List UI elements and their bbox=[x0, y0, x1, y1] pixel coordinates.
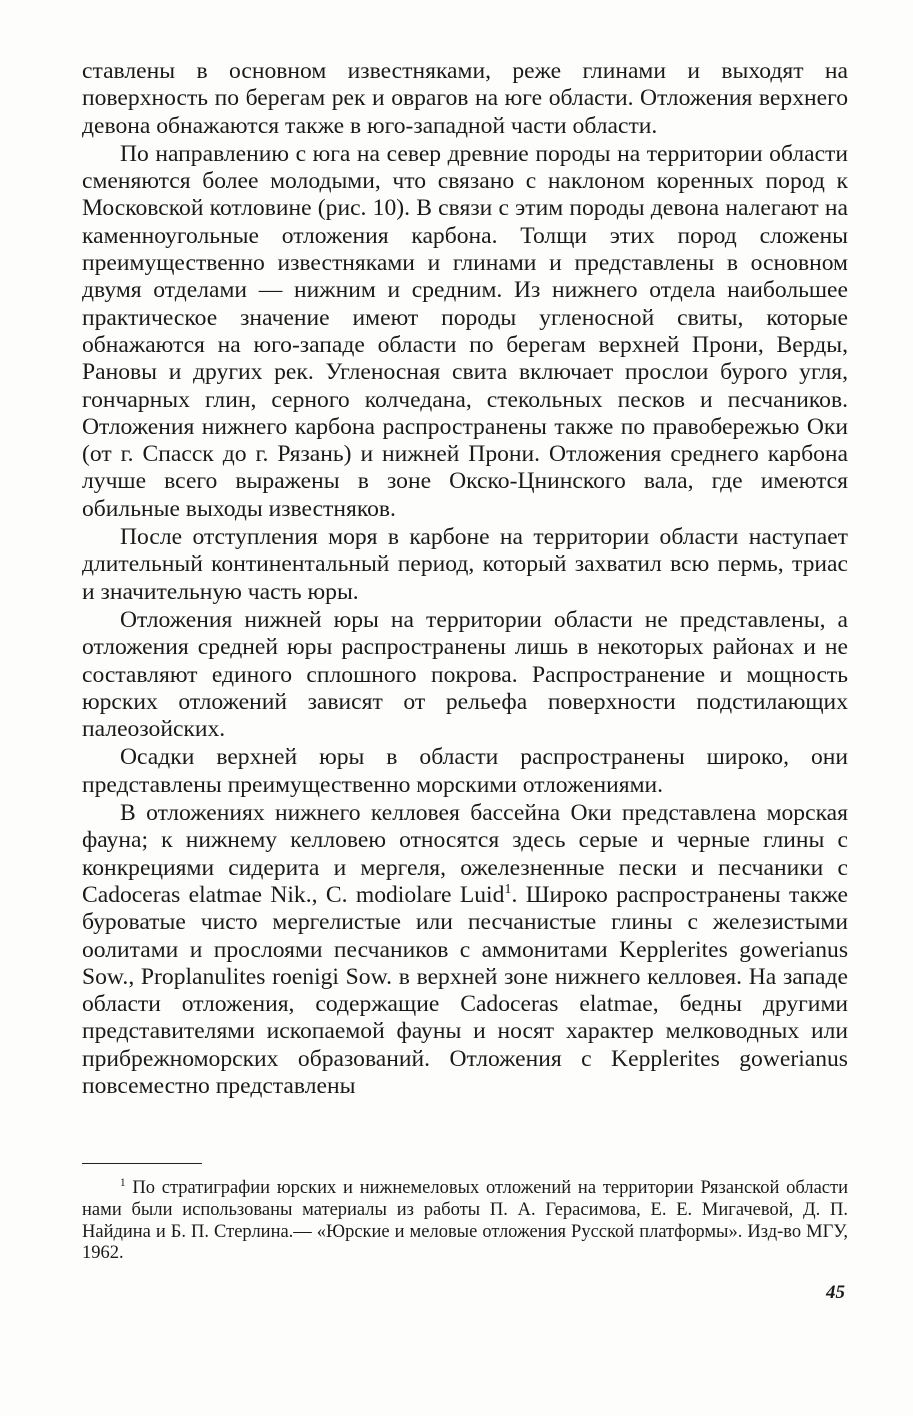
paragraph-6-part-1: В отложениях нижнего келловея бассейна Оки представлена морская фауна; к нижнему келловею относятся здесь серые и черные глины с конкрециями сидерита и мергеля, ожелезненные пески и песчаники с Cadoceras elatmae Nik., C. modiolare Luid bbox=[82, 800, 848, 908]
paragraph-3: После отступления моря в карбоне на территории области наступает длительный континентальный период, который захватил всю пермь, триас и значительную часть юры. bbox=[82, 524, 848, 605]
paragraph-6 bbox=[82, 800, 848, 1100]
footnote-reference: 1 bbox=[504, 881, 512, 898]
page-number: 45 bbox=[826, 1282, 845, 1303]
paragraph-5: Осадки верхней юры в области распространены широко, они представлены преимущественно морскими отложениями. bbox=[82, 744, 848, 798]
body-text bbox=[82, 58, 848, 1101]
footnote-marker: 1 bbox=[120, 1176, 126, 1189]
footnote-divider bbox=[82, 1163, 202, 1164]
paragraph-1: ставлены в основном известняками, реже глинами и выходят на поверхность по берегам рек и оврагов на юге области. Отложения верхнего девона обнажаются также в юго-западной части области. bbox=[82, 58, 848, 139]
footnote-text: По стратиграфии юрских и нижнемеловых отложений на территории Рязанской области нами были использованы материалы из работы П. А. Герасимова, Е. Е. Мигачевой, Д. П. Найдина и Б. П. Стерлина.— «Юрские и меловые отложения Русской платформы». Изд-во МГУ, 1962. bbox=[82, 1178, 848, 1264]
footnote bbox=[82, 1178, 848, 1265]
paragraph-2: По направлению с юга на север древние породы на территории области сменяются более молодыми, что связано с наклоном коренных пород к Московской котловине (рис. 10). В связи с этим породы девона налегают на каменноугольные отложения карбона. Толщи этих пород сложены преимущественно известняками и глинами и представлены в основном двумя отделами — нижним и средним. Из нижнего отдела наибольшее практическое значение имеют породы угленосной свиты, которые обнажаются на юго-западе области по берегам верхней Прони, Верды, Рановы и других рек. Угленосная свита включает прослои бурого угля, гончарных глин, серного колчедана, стекольных песков и песчаников. Отложения нижнего карбона распространены также по правобережью Оки (от г. Спасск до г. Рязань) и нижней Прони. Отложения среднего карбона лучше всего выражены в зоне Окско-Цнинского вала, где имеются обильные выходы известняков. bbox=[82, 140, 848, 522]
paragraph-6-part-2: . Широко распространены также буроватые чисто мергелистые или песчанистые глины с железистыми оолитами и прослоями песчаников с аммонитами Kepplerites gowerianus Sow., Proplanulites roenigi Sow. в верхней зоне нижнего келловея. На западе области отложения, содержащие Cadoceras elatmae, бедны другими представителями ископаемой фауны и носят характер мелководных или прибрежноморских образований. Отложения с Kepplerites gowerianus повсеместно представлены bbox=[82, 881, 849, 1099]
paragraph-4: Отложения нижней юры на территории области не представлены, а отложения средней юры распространены лишь в некоторых районах и не составляют единого сплошного покрова. Распространение и мощность юрских отложений зависят от рельефа поверхности подстилающих палеозойских. bbox=[82, 606, 848, 743]
